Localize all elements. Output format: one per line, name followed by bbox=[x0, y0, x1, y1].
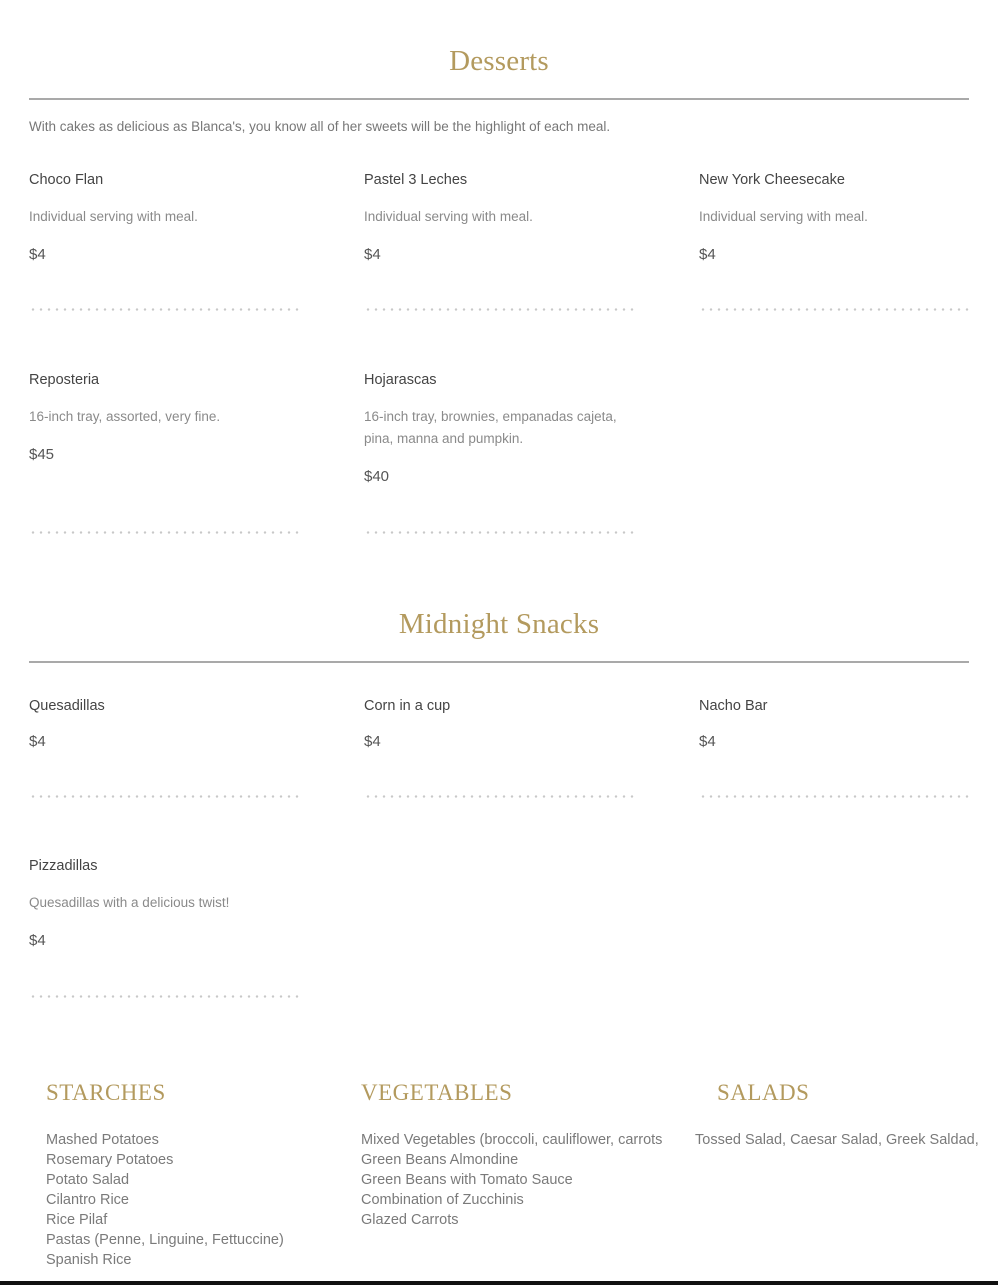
item-price: $4 bbox=[699, 733, 716, 750]
desserts-title: Desserts bbox=[449, 45, 549, 77]
list-item: Rice Pilaf bbox=[46, 1212, 108, 1228]
menu-item-new-york-cheesecake bbox=[699, 171, 969, 264]
menu-item-nacho-bar bbox=[699, 697, 969, 751]
menu-item-corn-in-a-cup bbox=[364, 697, 634, 751]
item-price: $4 bbox=[29, 932, 46, 949]
dotted-separator bbox=[699, 308, 969, 311]
desserts-divider bbox=[29, 98, 969, 100]
list-item: Mixed Vegetables (broccoli, cauliflower, carrots bbox=[361, 1132, 663, 1148]
item-name: New York Cheesecake bbox=[699, 172, 845, 188]
bottom-border bbox=[0, 1281, 998, 1285]
list-item: Combination of Zucchinis bbox=[361, 1192, 524, 1208]
item-description: Individual serving with meal. bbox=[29, 209, 198, 224]
dotted-separator bbox=[29, 795, 299, 798]
item-price: $40 bbox=[364, 468, 390, 485]
menu-item-reposteria bbox=[29, 371, 299, 464]
item-name: Choco Flan bbox=[29, 172, 104, 188]
starches-title: STARCHES bbox=[46, 1080, 166, 1105]
dotted-separator bbox=[29, 531, 299, 534]
item-price: $4 bbox=[364, 246, 381, 263]
list-item: Glazed Carrots bbox=[361, 1212, 459, 1228]
vegetables-list bbox=[361, 1130, 662, 1230]
menu-item-pastel-3-leches bbox=[364, 171, 634, 264]
item-price: $4 bbox=[699, 246, 716, 263]
starches-list bbox=[46, 1130, 284, 1270]
dotted-separator bbox=[29, 308, 299, 311]
salads-title: SALADS bbox=[717, 1080, 810, 1105]
item-name: Nacho Bar bbox=[699, 698, 768, 714]
item-name: Reposteria bbox=[29, 372, 100, 388]
vegetables-title: VEGETABLES bbox=[361, 1080, 513, 1105]
dotted-separator bbox=[364, 531, 634, 534]
list-item: Pastas (Penne, Linguine, Fettuccine) bbox=[46, 1232, 284, 1248]
list-item: Cilantro Rice bbox=[46, 1192, 129, 1208]
dotted-separator bbox=[364, 795, 634, 798]
item-name: Quesadillas bbox=[29, 698, 105, 714]
menu-item-choco-flan bbox=[29, 171, 299, 264]
item-description: Individual serving with meal. bbox=[364, 209, 533, 224]
item-description: 16-inch tray, brownies, empanadas cajeta, pina, manna and pumpkin. bbox=[364, 409, 617, 446]
item-description: Quesadillas with a delicious twist! bbox=[29, 895, 230, 910]
item-name: Pizzadillas bbox=[29, 858, 98, 874]
list-item: Tossed Salad, Caesar Salad, Greek Saldad, bbox=[695, 1132, 979, 1148]
list-item: Rosemary Potatoes bbox=[46, 1152, 174, 1168]
list-item: Green Beans with Tomato Sauce bbox=[361, 1172, 573, 1188]
midnight-snacks-title: Midnight Snacks bbox=[398, 608, 600, 640]
dotted-separator bbox=[364, 308, 634, 311]
dotted-separator bbox=[699, 795, 969, 798]
menu-item-pizzadillas bbox=[29, 857, 299, 950]
list-item: Potato Salad bbox=[46, 1172, 130, 1188]
menu-item-quesadillas bbox=[29, 697, 299, 751]
item-name: Pastel 3 Leches bbox=[364, 172, 468, 188]
menu-item-hojarascas bbox=[364, 371, 634, 486]
list-item: Green Beans Almondine bbox=[361, 1152, 519, 1168]
dotted-separator bbox=[29, 995, 299, 998]
desserts-intro: With cakes as delicious as Blanca's, you know all of her sweets will be the highlight of each meal. bbox=[29, 119, 611, 134]
item-price: $4 bbox=[29, 246, 46, 263]
item-name: Corn in a cup bbox=[364, 698, 451, 714]
midnight-snacks-divider bbox=[29, 661, 969, 663]
item-price: $4 bbox=[29, 733, 46, 750]
item-name: Hojarascas bbox=[364, 372, 437, 388]
item-description: Individual serving with meal. bbox=[699, 209, 868, 224]
list-item: Spanish Rice bbox=[46, 1252, 132, 1268]
item-description: 16-inch tray, assorted, very fine. bbox=[29, 409, 221, 424]
item-price: $4 bbox=[364, 733, 381, 750]
list-item: Mashed Potatoes bbox=[46, 1132, 159, 1148]
item-price: $45 bbox=[29, 446, 55, 463]
salads-list bbox=[695, 1130, 979, 1150]
